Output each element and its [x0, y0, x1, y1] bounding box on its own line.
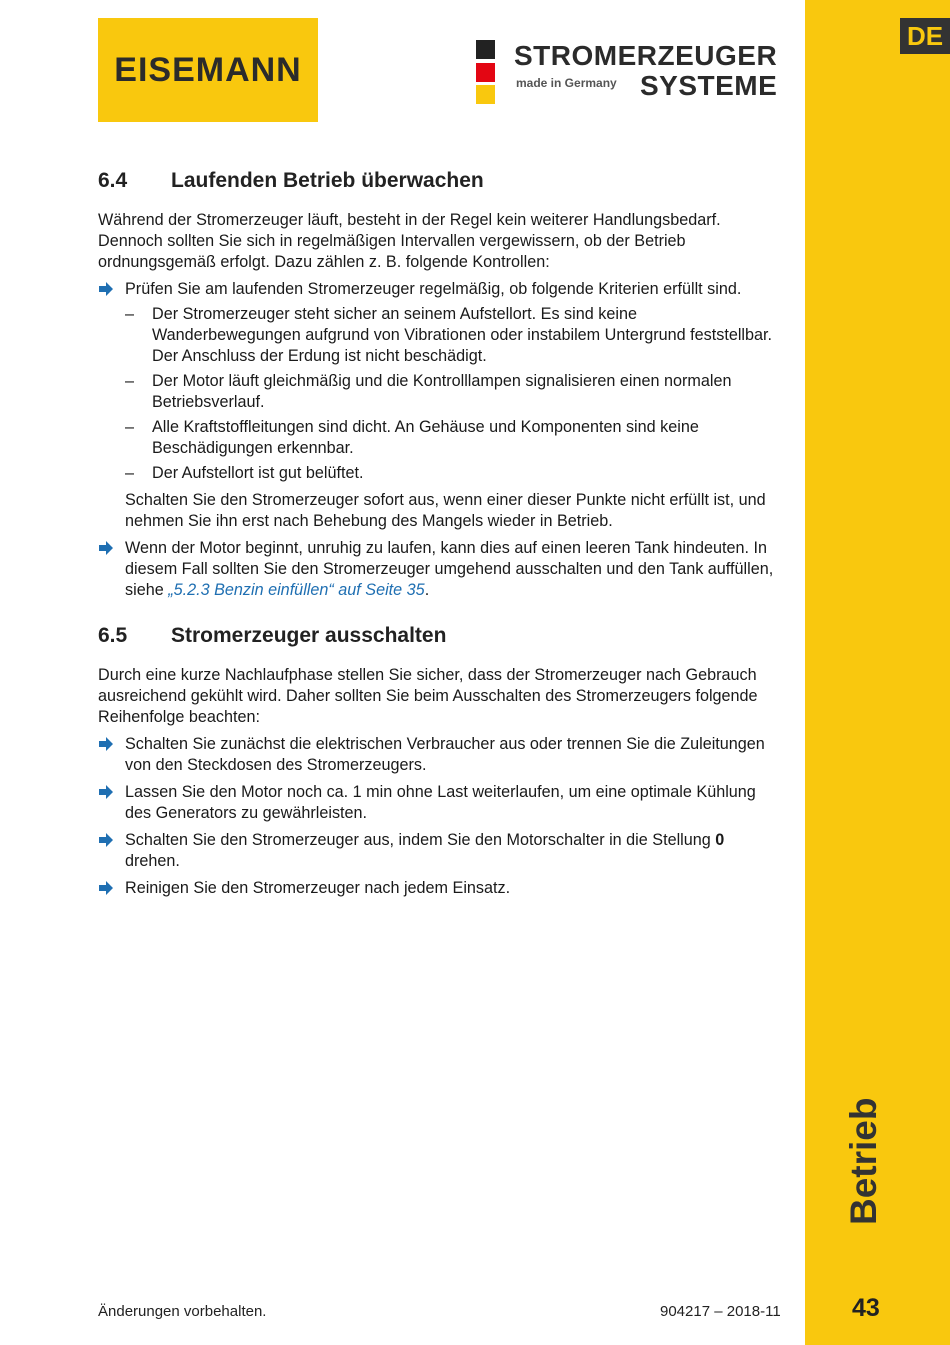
instruction-step [98, 279, 780, 300]
step-text: Prüfen Sie am laufenden Stromerzeuger regelmäßig, ob folgende Kriterien erfüllt sind. [125, 280, 742, 298]
footer-doc-number: 904217 – 2018-11 [660, 1303, 781, 1320]
intro-paragraph: Durch eine kurze Nachlaufphase stellen Sie sicher, dass der Stromerzeuger nach Gebrauch ausreichend gekühlt wird. Daher sollten Sie beim Ausschalten des Stromerzeugers folgende Reihenfolge beachten: [98, 666, 758, 726]
instruction-step [98, 782, 780, 824]
arrow-right-icon [98, 539, 114, 557]
instruction-step [98, 830, 780, 872]
section-heading-6-4 [98, 166, 780, 196]
step-text: Schalten Sie den Stromerzeuger aus, indem Sie den Motorschalter in die Stellung [125, 831, 716, 849]
step-text: Reinigen Sie den Stromerzeuger nach jedem Einsatz. [125, 879, 511, 897]
dash-marker: – [125, 418, 135, 436]
list-item [98, 463, 780, 484]
list-item-text: Alle Kraftstoffleitungen sind dicht. An Gehäuse und Komponenten sind keine Beschädigungen erkennbar. [152, 418, 699, 457]
page-number: 43 [852, 1294, 880, 1322]
german-flag-icon [476, 40, 495, 104]
list-item [98, 304, 780, 367]
step-text: Lassen Sie den Motor noch ca. 1 min ohne Last weiterlaufen, um eine optimale Kühlung des Generators zu gewährleisten. [125, 783, 756, 822]
arrow-right-icon [98, 735, 114, 753]
step-text: Wenn der Motor beginnt, unruhig zu laufen, kann dies auf einen leeren Tank hindeuten. In diesem Fall sollten Sie den Stromerzeuger umgehend ausschalten und den Tank auffüllen, siehe [125, 539, 774, 599]
dash-marker: – [125, 305, 135, 323]
brand-tagline: made in Germany [516, 76, 617, 90]
section-number: 6.5 [98, 624, 128, 647]
list-item [98, 371, 780, 413]
arrow-right-icon [98, 280, 114, 298]
section-heading-6-5 [98, 621, 780, 651]
section-title: Laufenden Betrieb überwachen [171, 169, 484, 192]
list-item [98, 417, 780, 459]
intro-paragraph: Während der Stromerzeuger läuft, besteht in der Regel kein weiterer Handlungsbedarf. Dennoch sollten Sie sich in regelmäßigen Intervallen vergewissern, ob der Betrieb ordnungsgemäß erfolgt. Dazu zählen z. B. folgende Kontrollen: [98, 211, 721, 271]
arrow-right-icon [98, 831, 114, 849]
cross-reference-link[interactable]: „5.2.3 Benzin einfüllen“ auf Seite 35 [168, 581, 425, 599]
instruction-step [98, 538, 780, 601]
step-text-end: . [424, 581, 430, 599]
logo-text: EISEMANN [114, 51, 302, 89]
dash-marker: – [125, 464, 135, 482]
arrow-right-icon [98, 783, 114, 801]
instruction-step [98, 878, 780, 899]
section-title: Stromerzeuger ausschalten [171, 624, 447, 647]
dash-marker: – [125, 372, 135, 390]
eisemann-logo [98, 18, 318, 122]
switch-position-value: 0 [715, 831, 725, 849]
language-badge: DE [900, 18, 950, 54]
chapter-title: Betrieb [843, 1097, 884, 1225]
instruction-step [98, 734, 780, 776]
step-text: Schalten Sie zunächst die elektrischen Verbraucher aus oder trennen Sie die Zuleitungen von den Steckdosen des Stromerzeugers. [125, 735, 765, 774]
brand-line1: STROMERZEUGER [514, 40, 778, 71]
footer-disclaimer: Änderungen vorbehalten. [98, 1303, 267, 1320]
arrow-right-icon [98, 879, 114, 897]
brand-line2: SYSTEME [640, 70, 778, 101]
main-content [98, 166, 780, 899]
list-item-text: Der Stromerzeuger steht sicher an seinem Aufstellort. Es sind keine Wanderbewegungen aufgrund von Vibrationen oder instabilem Untergrund feststellbar. Der Anschluss der Erdung ist nicht beschädigt. [152, 305, 773, 365]
section-number: 6.4 [98, 169, 128, 192]
list-item-text: Der Aufstellort ist gut belüftet. [152, 464, 364, 482]
list-item-text: Der Motor läuft gleichmäßig und die Kontrolllampen signalisieren einen normalen Betriebsverlauf. [152, 372, 732, 411]
followup-paragraph: Schalten Sie den Stromerzeuger sofort aus, wenn einer dieser Punkte nicht erfüllt ist, und nehmen Sie ihn erst nach Behebung des Mangels wieder in Betrieb. [125, 491, 766, 530]
step-text-end: drehen. [125, 852, 180, 870]
